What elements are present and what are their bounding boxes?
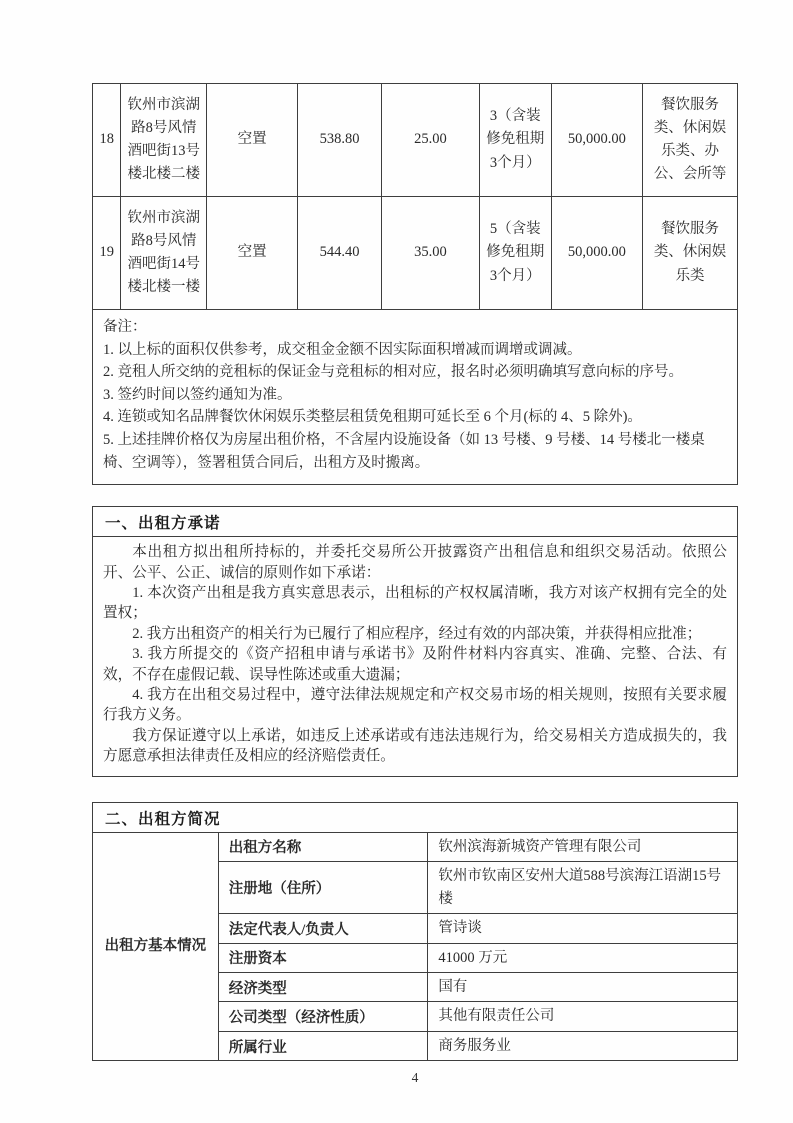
commitment-paragraph: 我方保证遵守以上承诺，如违反上述承诺或有违法违规行为，给交易相关方造成损失的，我方愿意承担法律责任及相应的经济赔偿责任。 <box>103 727 727 765</box>
section-two-title: 二、出租方简况 <box>93 803 737 833</box>
field-label: 法定代表人/负责人 <box>218 914 428 943</box>
field-label: 所属行业 <box>218 1031 428 1060</box>
note-item: 3. 签约时间以签约通知为准。 <box>103 386 292 403</box>
lot-term: 5（含装修免租期3个月） <box>479 197 551 310</box>
group-label: 出租方基本情况 <box>93 832 219 1061</box>
note-item: 5. 上述挂牌价格仅为房屋出租价格，不含屋内设施设备（如 13 号楼、9 号楼、14 号楼北一楼桌椅、空调等），签署租赁合同后，出租方及时搬离。 <box>103 431 705 471</box>
lot-address: 钦州市滨湖路8号风情酒吧街14号楼北楼一楼 <box>121 197 207 310</box>
field-value: 钦州滨海新城资产管理有限公司 <box>428 832 738 861</box>
note-item: 1. 以上标的面积仅供参考，成交租金金额不因实际面积增减而调增或调减。 <box>103 341 582 358</box>
field-value: 管诗谈 <box>428 914 738 943</box>
field-value: 商务服务业 <box>428 1031 738 1060</box>
table-row <box>93 197 738 310</box>
commitment-paragraph: 2. 我方出租资产的相关行为已履行了相应程序，经过有效的内部决策，并获得相应批准； <box>132 625 702 642</box>
lot-area: 538.80 <box>298 84 382 197</box>
field-value: 41000 万元 <box>428 943 738 972</box>
note-item: 4. 连锁或知名品牌餐饮休闲娱乐类整层租赁免租期可延长至 6 个月(标的 4、5 除外)。 <box>103 409 642 426</box>
lot-address: 钦州市滨湖路8号风情酒吧街13号楼北楼二楼 <box>121 84 207 197</box>
lot-price: 25.00 <box>381 84 479 197</box>
lessor-profile-table <box>92 832 738 1062</box>
commitment-paragraph: 3. 我方所提交的《资产招租申请与承诺书》及附件材料内容真实、准确、完整、合法、有效，不存在虚假记载、误导性陈述或重大遗漏； <box>103 646 727 683</box>
page-number: 4 <box>411 1070 419 1086</box>
lot-deposit: 50,000.00 <box>551 84 643 197</box>
section-one-title: 一、出租方承诺 <box>93 507 737 537</box>
lot-term: 3（含装修免租期3个月） <box>479 84 551 197</box>
lot-area: 544.40 <box>298 197 382 310</box>
lot-number: 19 <box>93 197 121 310</box>
field-label: 公司类型（经济性质） <box>218 1002 428 1031</box>
note-item: 2. 竞租人所交纳的竞租标的保证金与竞租标的相对应，报名时必须明确填写意向标的序号。 <box>103 364 683 381</box>
notes-label: 备注： <box>103 319 147 335</box>
field-label: 注册资本 <box>218 943 428 972</box>
field-value: 国有 <box>428 972 738 1001</box>
section-one-body <box>93 537 737 775</box>
field-label: 经济类型 <box>218 972 428 1001</box>
table-row <box>93 832 738 861</box>
lessor-commitment-section <box>92 506 738 776</box>
notes-cell <box>93 310 738 485</box>
field-value: 其他有限责任公司 <box>428 1002 738 1031</box>
commitment-paragraph: 1. 本次资产出租是我方真实意思表示，出租标的产权权属清晰，我方对该产权拥有完全的处置权； <box>103 584 727 622</box>
field-value: 钦州市钦南区安州大道588号滨海江语湖15号楼 <box>428 862 738 914</box>
notes-row <box>93 310 738 485</box>
asset-listing-table <box>92 83 738 485</box>
field-label: 注册地（住所） <box>218 862 428 914</box>
lot-usage: 餐饮服务类、休闲娱乐类 <box>643 197 738 310</box>
lot-deposit: 50,000.00 <box>551 197 643 310</box>
commitment-paragraph: 本出租方拟出租所持标的，并委托交易所公开披露资产出租信息和组织交易活动。依照公开、公平、公正、诚信的原则作如下承诺： <box>103 544 727 581</box>
lot-status: 空置 <box>207 197 298 310</box>
lessor-profile-section <box>92 802 738 1062</box>
lot-price: 35.00 <box>381 197 479 310</box>
page-content <box>92 83 738 1086</box>
field-label: 出租方名称 <box>218 832 428 861</box>
lot-usage: 餐饮服务类、休闲娱乐类、办公、会所等 <box>643 84 738 197</box>
table-row <box>93 84 738 197</box>
lot-status: 空置 <box>207 84 298 197</box>
commitment-paragraph: 4. 我方在出租交易过程中，遵守法律法规规定和产权交易市场的相关规则，按照有关要求履行我方义务。 <box>103 687 727 724</box>
lot-number: 18 <box>93 84 121 197</box>
